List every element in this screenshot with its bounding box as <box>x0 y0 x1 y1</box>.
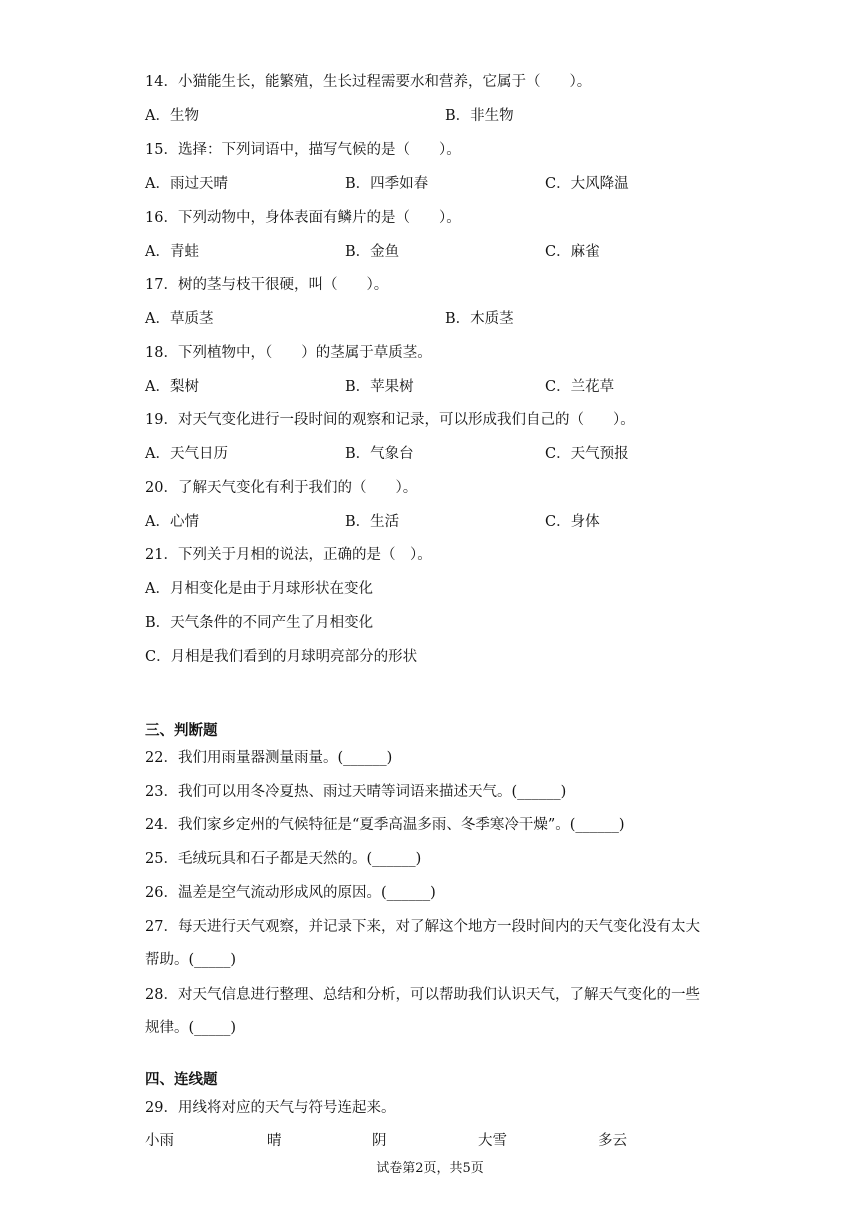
question-19-stem: 19．对天气变化进行一段时间的观察和记录，可以形成我们自己的（ ）。 <box>145 412 635 428</box>
section-3-title: 三、判断题 <box>145 722 218 739</box>
page-footer: 试卷第2页，共5页 <box>376 1161 484 1176</box>
question-27-line-2: 帮助。(_____) <box>145 952 237 968</box>
question-15-option-a: A．雨过天晴 <box>145 176 228 192</box>
question-20-option-c: C．身体 <box>545 514 600 530</box>
weather-word-heavy-snow: 大雪 <box>478 1133 507 1149</box>
question-16-stem: 16．下列动物中，身体表面有鳞片的是（ ）。 <box>145 210 461 226</box>
question-14-option-a: A．生物 <box>145 108 199 124</box>
question-17-stem: 17．树的茎与枝干很硬，叫（ ）。 <box>145 277 389 293</box>
question-29-stem: 29．用线将对应的天气与符号连起来。 <box>145 1100 396 1116</box>
question-17-option-b: B．木质茎 <box>445 311 514 327</box>
question-18-option-a: A．梨树 <box>145 379 199 395</box>
weather-word-sunny: 晴 <box>267 1133 282 1149</box>
weather-word-cloudy: 多云 <box>598 1133 627 1149</box>
question-21-stem: 21．下列关于月相的说法，正确的是（ ）。 <box>145 547 432 563</box>
question-19-option-a: A．天气日历 <box>145 446 228 462</box>
question-18-stem: 18．下列植物中，（ ）的茎属于草质茎。 <box>145 345 432 361</box>
question-16-option-c: C．麻雀 <box>545 244 600 260</box>
question-21-option-b: B．天气条件的不同产生了月相变化 <box>145 615 374 631</box>
question-25: 25．毛绒玩具和石子都是天然的。(______) <box>145 851 422 867</box>
question-14-option-b: B．非生物 <box>445 108 514 124</box>
question-24: 24．我们家乡定州的气候特征是“夏季高温多雨、冬季寒冷干燥”。(______) <box>145 817 625 833</box>
question-14-stem: 14．小猫能生长，能繁殖，生长过程需要水和营养，它属于（ ）。 <box>145 74 592 90</box>
question-16-option-b: B．金鱼 <box>345 244 400 260</box>
question-21-option-c: C．月相是我们看到的月球明亮部分的形状 <box>145 649 418 665</box>
question-17-option-a: A．草质茎 <box>145 311 214 327</box>
question-20-stem: 20．了解天气变化有利于我们的（ ）。 <box>145 480 418 496</box>
question-19-option-c: C．天气预报 <box>545 446 629 462</box>
question-23: 23．我们可以用冬冷夏热、雨过天晴等词语来描述天气。(______) <box>145 784 567 800</box>
question-21-option-a: A．月相变化是由于月球形状在变化 <box>145 581 373 597</box>
question-22: 22．我们用雨量器测量雨量。(______) <box>145 750 393 766</box>
question-18-option-c: C．兰花草 <box>545 379 615 395</box>
weather-word-overcast: 阴 <box>372 1133 387 1149</box>
question-15-option-b: B．四季如春 <box>345 176 429 192</box>
section-4-title: 四、连线题 <box>145 1071 218 1088</box>
question-15-option-c: C．大风降温 <box>545 176 629 192</box>
question-28-line-2: 规律。(_____) <box>145 1020 237 1036</box>
question-19-option-b: B．气象台 <box>345 446 414 462</box>
question-20-option-b: B．生活 <box>345 514 400 530</box>
weather-word-light-rain: 小雨 <box>145 1133 174 1149</box>
question-26: 26．温差是空气流动形成风的原因。(______) <box>145 885 436 901</box>
question-20-option-a: A．心情 <box>145 514 199 530</box>
question-15-stem: 15．选择：下列词语中，描写气候的是（ ）。 <box>145 142 461 158</box>
question-18-option-b: B．苹果树 <box>345 379 414 395</box>
question-28-line-1: 28．对天气信息进行整理、总结和分析，可以帮助我们认识天气，了解天气变化的一些 <box>145 987 700 1003</box>
question-16-option-a: A．青蛙 <box>145 244 199 260</box>
question-27-line-1: 27．每天进行天气观察，并记录下来，对了解这个地方一段时间内的天气变化没有太大 <box>145 919 700 935</box>
